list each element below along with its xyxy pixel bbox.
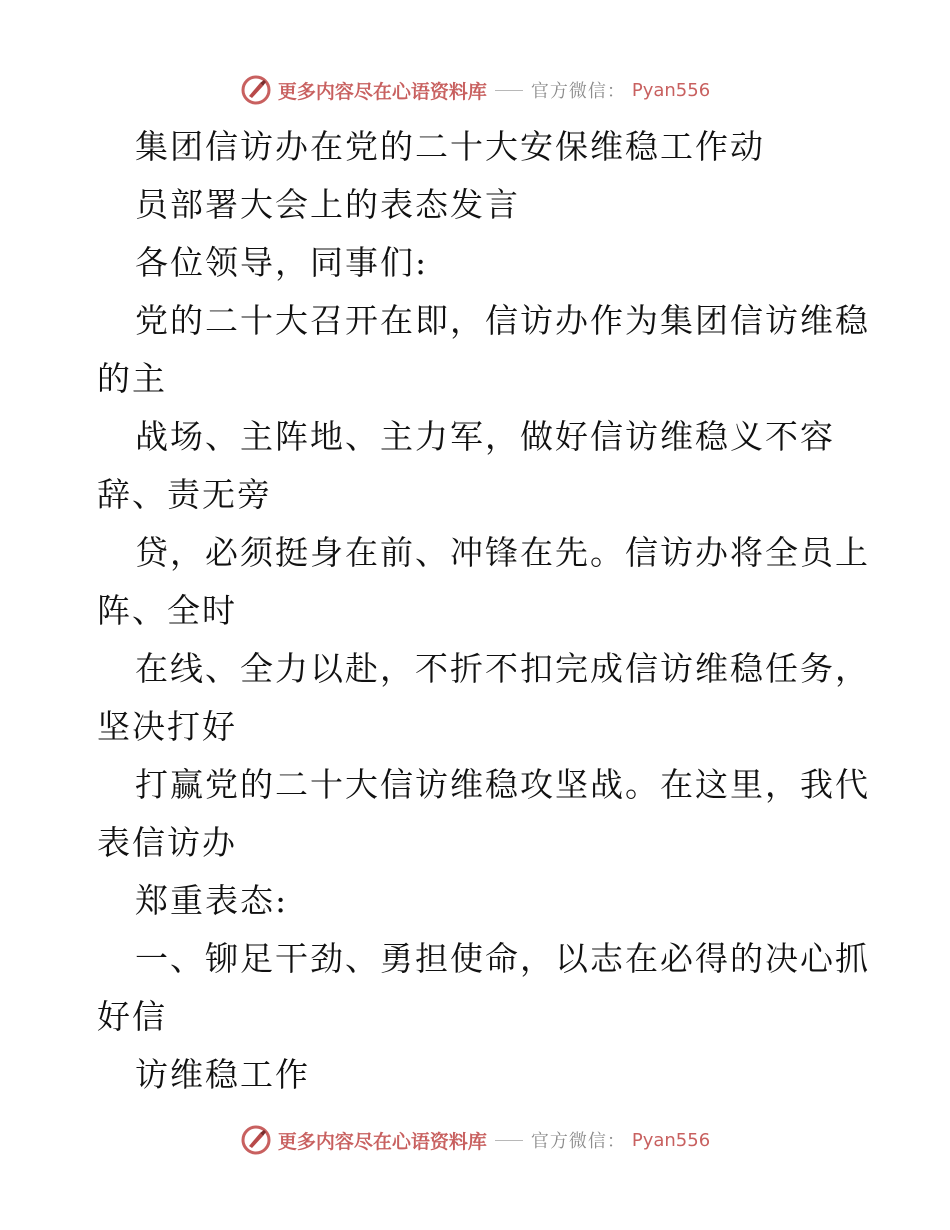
watermark-dash xyxy=(495,90,523,91)
text-line: 一、铆足干劲、勇担使命，以志在必得的决心抓 xyxy=(135,939,870,978)
watermark-wechat-id: Pyan556 xyxy=(631,1129,711,1151)
text-line: 各位领导，同事们: xyxy=(135,243,429,282)
footer-watermark xyxy=(0,1120,950,1160)
watermark-wechat-id: Pyan556 xyxy=(631,79,711,101)
text-line: 郑重表态: xyxy=(135,881,289,920)
watermark-dash xyxy=(495,1140,523,1141)
text-line: 阵、全时 xyxy=(97,591,237,630)
text-line: 好信 xyxy=(97,997,167,1036)
watermark-title: 更多内容尽在心语资料库 xyxy=(277,1130,487,1153)
text-line: 辞、责无旁 xyxy=(97,475,272,514)
document-body xyxy=(97,118,870,1104)
text-line: 集团信访办在党的二十大安保维稳工作动 xyxy=(135,127,765,166)
watermark-title: 更多内容尽在心语资料库 xyxy=(277,80,487,103)
text-line: 坚决打好 xyxy=(97,707,237,746)
text-line: 表信访办 xyxy=(97,823,237,862)
text-line: 在线、全力以赴，不折不扣完成信访维稳任务， xyxy=(135,649,870,688)
brand-logo-icon xyxy=(240,1124,272,1156)
watermark-label: 官方微信： xyxy=(530,81,626,102)
brand-logo-icon xyxy=(240,74,272,106)
text-line: 战场、主阵地、主力军，做好信访维稳义不容 xyxy=(135,417,835,456)
text-line: 打赢党的二十大信访维稳攻坚战。在这里，我代 xyxy=(135,765,870,804)
text-line: 的主 xyxy=(97,359,167,398)
text-line: 员部署大会上的表态发言 xyxy=(135,185,520,224)
text-line: 党的二十大召开在即，信访办作为集团信访维稳 xyxy=(135,301,870,340)
header-watermark xyxy=(0,70,950,110)
text-line: 访维稳工作 xyxy=(135,1055,310,1094)
watermark-label: 官方微信： xyxy=(530,1131,626,1152)
text-line: 贷，必须挺身在前、冲锋在先。信访办将全员上 xyxy=(135,533,870,572)
